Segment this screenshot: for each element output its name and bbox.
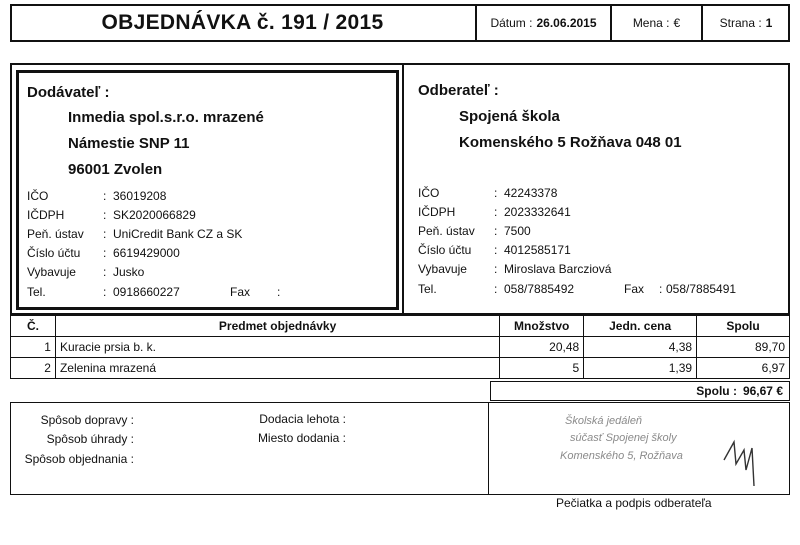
stamp-line: Školská jedáleň — [565, 415, 643, 427]
row-no: 1 — [11, 337, 56, 358]
customer-bank-label: Peň. ústav — [418, 224, 475, 238]
row-qty: 5 — [500, 358, 584, 379]
signature-caption: Pečiatka a podpis odberateľa — [556, 496, 712, 510]
table-row — [11, 337, 790, 358]
delivery-place-label: Miesto dodania : — [257, 431, 346, 445]
page-field — [702, 4, 790, 42]
supplier-tel-value: 0918660227 — [113, 285, 180, 299]
transport-label: Spôsob dopravy : — [40, 413, 134, 427]
page-label: Strana : — [719, 16, 762, 30]
customer-colon: : — [494, 282, 498, 296]
supplier-bank-value: UniCredit Bank CZ a SK — [113, 227, 243, 241]
customer-fax-value: 058/7885491 — [666, 282, 737, 296]
supplier-fax-label: Fax — [230, 285, 251, 299]
supplier-handler-label: Vybavuje — [27, 265, 76, 279]
currency-label: Mena : — [632, 16, 670, 30]
row-total: 6,97 — [697, 358, 790, 379]
customer-ico-label: IČO — [418, 186, 440, 200]
customer-ico-value: 42243378 — [504, 186, 558, 200]
parties-divider — [402, 63, 404, 315]
row-item: Zelenina mrazená — [55, 358, 499, 379]
supplier-colon: : — [103, 285, 107, 299]
customer-info — [418, 186, 783, 301]
customer-colon: : — [494, 205, 498, 219]
row-qty: 20,48 — [500, 337, 584, 358]
customer-colon: : — [494, 262, 498, 276]
row-item: Kuracie prsia b. k. — [55, 337, 499, 358]
supplier-icdph-value: SK2020066829 — [113, 208, 196, 222]
row-unit-price: 1,39 — [584, 358, 697, 379]
grand-total-label: Spolu : — [696, 384, 737, 398]
signature-mark — [718, 420, 768, 490]
supplier-colon: : — [103, 246, 107, 260]
supplier-heading: Dodávateľ : — [27, 84, 110, 101]
customer-fax-colon: : — [659, 282, 663, 296]
col-header-total: Spolu — [697, 316, 790, 337]
customer-handler-value: Miroslava Barcziová — [504, 262, 612, 276]
items-table — [10, 315, 790, 379]
date-label: Dátum : — [490, 16, 533, 30]
customer-account-value: 4012585171 — [504, 243, 571, 257]
supplier-colon: : — [103, 208, 107, 222]
supplier-colon: : — [103, 265, 107, 279]
delivery-term-label: Dodacia lehota : — [259, 412, 346, 426]
customer-handler-label: Vybavuje — [418, 262, 467, 276]
supplier-ico-label: IČO — [27, 189, 49, 203]
customer-colon: : — [494, 186, 498, 200]
order-method-label: Spôsob objednania : — [24, 452, 134, 466]
supplier-ico-value: 36019208 — [113, 189, 167, 203]
col-header-no: Č. — [11, 316, 56, 337]
customer-account-label: Číslo účtu — [418, 243, 472, 257]
customer-address: Komenského 5 Rožňava 048 01 — [459, 134, 682, 151]
supplier-colon: : — [103, 189, 107, 203]
grand-total-value: 96,67 € — [742, 384, 783, 398]
supplier-bank-label: Peň. ústav — [27, 227, 84, 241]
date-field — [476, 4, 611, 42]
supplier-icdph-label: IČDPH — [27, 208, 65, 222]
supplier-street: Námestie SNP 11 — [68, 135, 190, 152]
grand-total — [490, 381, 790, 401]
customer-colon: : — [494, 224, 498, 238]
row-unit-price: 4,38 — [584, 337, 697, 358]
date-value: 26.06.2015 — [536, 16, 597, 30]
stamp-line: Komenského 5, Rožňava — [560, 450, 683, 462]
customer-fax-label: Fax — [624, 282, 645, 296]
col-header-unit-price: Jedn. cena — [584, 316, 697, 337]
supplier-info — [27, 189, 387, 304]
customer-heading: Odberateľ : — [418, 82, 499, 99]
customer-icdph-value: 2023332641 — [504, 205, 571, 219]
customer-tel-label: Tel. — [418, 282, 437, 296]
customer-icdph-label: IČDPH — [418, 205, 456, 219]
supplier-colon: : — [103, 227, 107, 241]
col-header-item: Predmet objednávky — [55, 316, 499, 337]
supplier-city: 96001 Zvolen — [68, 161, 163, 178]
customer-tel-value: 058/7885492 — [504, 282, 575, 296]
stamp-line: súčasť Spojenej školy — [570, 432, 677, 444]
row-no: 2 — [11, 358, 56, 379]
customer-colon: : — [494, 243, 498, 257]
supplier-name: Inmedia spol.s.r.o. mrazené — [68, 109, 264, 126]
customer-name: Spojená škola — [459, 108, 560, 125]
stamp — [540, 410, 740, 470]
currency-field — [611, 4, 702, 42]
customer-bank-value: 7500 — [504, 224, 531, 238]
table-header-row — [11, 316, 790, 337]
document-title: OBJEDNÁVKA č. 191 / 2015 — [101, 11, 384, 34]
table-row — [11, 358, 790, 379]
currency-value: € — [673, 16, 681, 30]
supplier-account-value: 6619429000 — [113, 246, 180, 260]
supplier-tel-label: Tel. — [27, 285, 46, 299]
items-table-wrap — [10, 315, 790, 379]
supplier-fax-colon: : — [277, 285, 281, 299]
supplier-account-label: Číslo účtu — [27, 246, 81, 260]
payment-label: Spôsob úhrady : — [46, 432, 134, 446]
supplier-handler-value: Jusko — [113, 265, 145, 279]
page-value: 1 — [765, 16, 773, 30]
col-header-qty: Množstvo — [500, 316, 584, 337]
row-total: 89,70 — [697, 337, 790, 358]
